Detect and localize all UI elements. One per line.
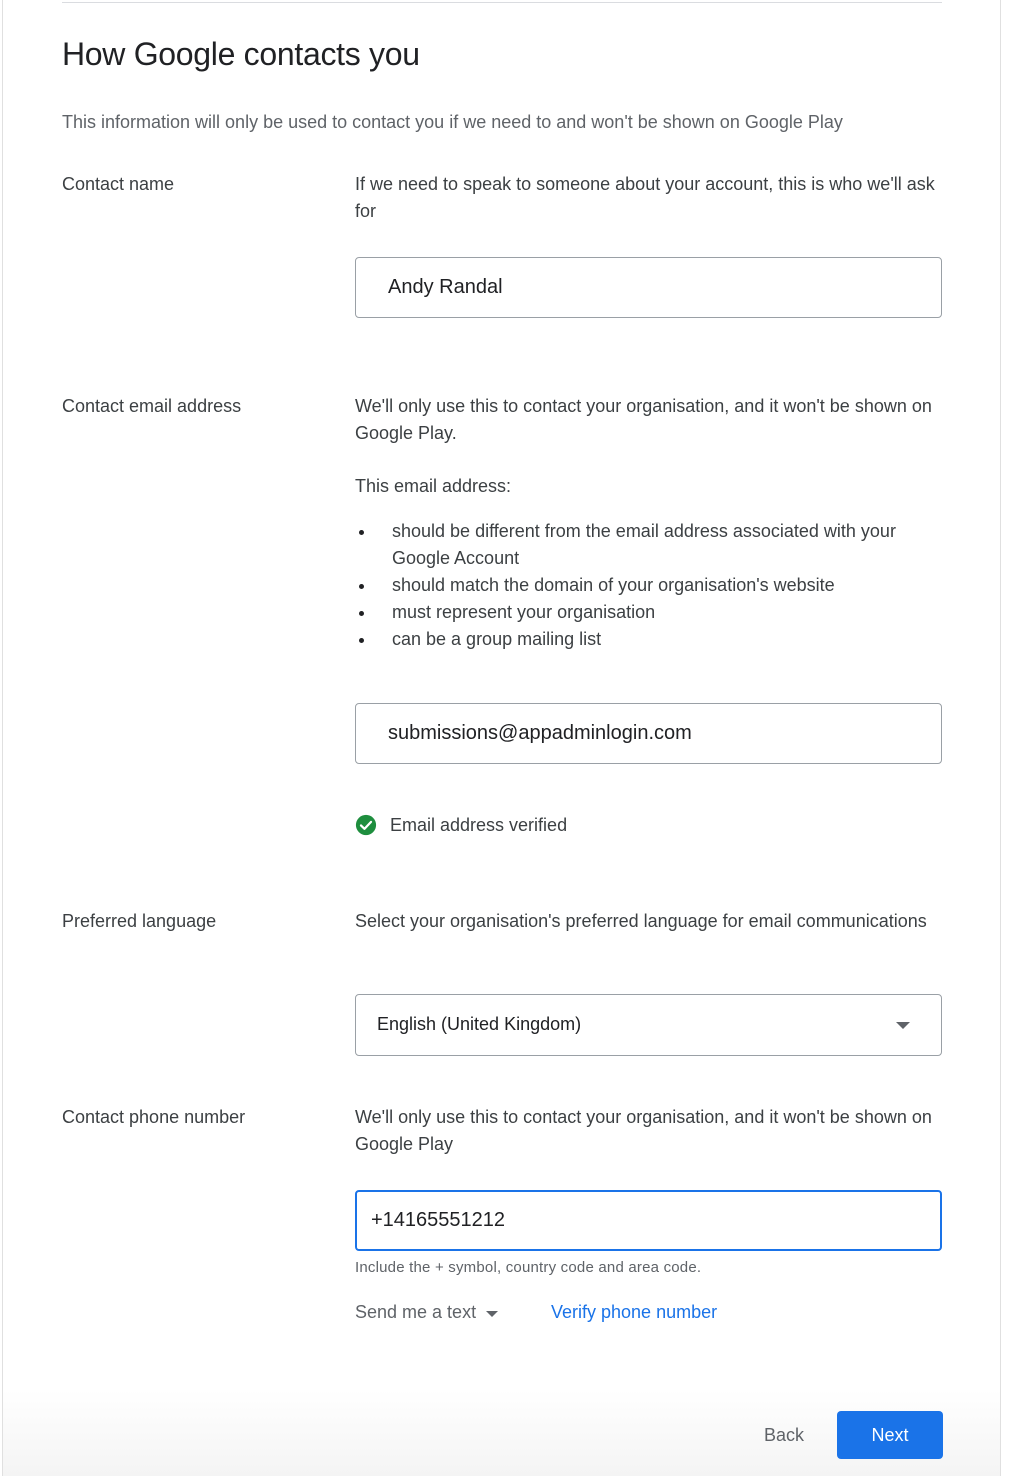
check-circle-icon: [355, 814, 377, 836]
preferred-language-description: Select your organisation's preferred language for email communications: [355, 911, 927, 931]
phone-helper-text: Include the + symbol, country code and area code.: [355, 1259, 702, 1276]
list-item: must represent your organisation: [355, 599, 945, 626]
contact-email-label: Contact email address: [62, 396, 242, 416]
contact-name-description: If we need to speak to someone about your account, this is who we'll ask for: [355, 174, 935, 221]
contact-email-field[interactable]: [355, 703, 942, 764]
email-requirements-list: [355, 518, 945, 653]
contact-phone-field[interactable]: [355, 1190, 942, 1251]
contact-name-input[interactable]: [356, 258, 941, 317]
email-verified-text: Email address verified: [390, 815, 568, 835]
page-title: How Google contacts you: [62, 36, 420, 72]
next-button[interactable]: Next: [837, 1411, 943, 1459]
language-select-value: English (United Kingdom): [377, 1014, 582, 1034]
email-requirements-intro: This email address:: [355, 476, 512, 496]
contact-email-description: We'll only use this to contact your organisation, and it won't be shown on Google Play.: [355, 396, 932, 443]
list-item: can be a group mailing list: [355, 626, 945, 653]
contact-phone-input[interactable]: [357, 1192, 940, 1249]
preferred-language-label: Preferred language: [62, 911, 217, 931]
dropdown-arrow-icon: [896, 1022, 910, 1029]
page-subtitle: This information will only be used to contact you if we need to and won't be shown on Google Play: [62, 112, 843, 132]
contact-name-label: Contact name: [62, 174, 175, 194]
top-divider: [62, 2, 942, 3]
verify-phone-button[interactable]: Verify phone number: [551, 1302, 718, 1322]
list-item: should match the domain of your organisation's website: [355, 572, 945, 599]
verification-method-label: Send me a text: [355, 1302, 477, 1322]
contact-email-input[interactable]: [356, 704, 941, 763]
dropdown-arrow-icon: [486, 1311, 498, 1317]
back-button[interactable]: Back: [745, 1411, 823, 1459]
list-item: should be different from the email address associated with your Google Account: [355, 518, 945, 572]
contact-phone-label: Contact phone number: [62, 1107, 246, 1127]
contact-name-field[interactable]: [355, 257, 942, 318]
verification-method-dropdown[interactable]: [355, 1298, 498, 1326]
language-select[interactable]: [355, 994, 942, 1056]
contact-phone-description: We'll only use this to contact your organisation, and it won't be shown on Google Play: [355, 1107, 932, 1154]
